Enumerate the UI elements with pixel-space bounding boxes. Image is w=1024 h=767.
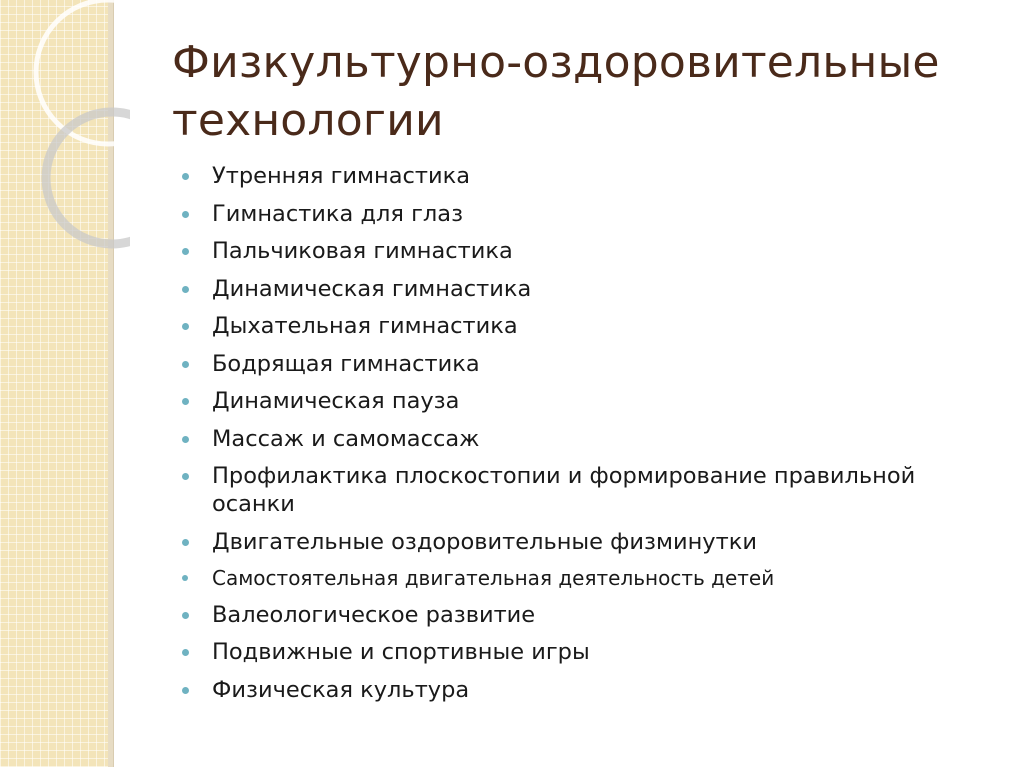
list-item-text: Пальчиковая гимнастика <box>212 238 513 264</box>
list-item-text: Физическая культура <box>212 676 470 703</box>
list-item <box>180 462 990 518</box>
bullet-dot-icon <box>182 575 188 581</box>
bullet-dot-icon <box>182 398 189 405</box>
slide-title: Физкультурно-оздоровительные технологии <box>172 37 940 146</box>
list-item <box>180 200 990 228</box>
bullet-list <box>180 162 990 713</box>
bullet-dot-icon <box>182 173 189 180</box>
bullet-dot-icon <box>182 211 189 218</box>
bullet-dot-icon <box>182 612 189 619</box>
bullet-dot-icon <box>182 539 189 546</box>
list-item-text: Гимнастика для глаз <box>212 200 464 227</box>
list-item <box>180 638 990 666</box>
list-item <box>180 275 990 303</box>
list-item <box>180 350 990 378</box>
list-item-text: Двигательные оздоровительные физминутки <box>212 528 757 555</box>
bullet-dot-icon <box>182 248 189 255</box>
bullet-dot-icon <box>182 323 189 330</box>
list-item <box>180 565 990 591</box>
list-item-text: Динамическая гимнастика <box>212 275 532 302</box>
list-item <box>180 312 990 340</box>
list-item <box>180 528 990 556</box>
bullet-dot-icon <box>182 436 189 443</box>
list-item <box>180 601 990 629</box>
list-item <box>180 162 990 190</box>
list-item-text: Самостоятельная двигательная деятельность детей <box>212 566 775 590</box>
list-item-text: Утренняя гимнастика <box>212 163 470 189</box>
list-item-text: Подвижные и спортивные игры <box>212 639 590 665</box>
bullet-dot-icon <box>182 286 189 293</box>
decorative-ring-small <box>46 112 130 244</box>
bullet-dot-icon <box>182 687 189 694</box>
list-item <box>180 387 990 415</box>
list-item-text: Валеологическое развитие <box>212 601 536 628</box>
list-item-text: Массаж и самомассаж <box>212 425 480 452</box>
bullet-dot-icon <box>182 649 189 656</box>
list-item <box>180 425 990 453</box>
decorative-rings <box>0 0 130 260</box>
list-item-text: Динамическая пауза <box>212 388 460 414</box>
list-item <box>180 237 990 265</box>
list-item-text: Профилактика плоскостопии и формирование правильной осанки <box>212 463 916 517</box>
list-item-text: Дыхательная гимнастика <box>212 313 518 339</box>
list-item <box>180 676 990 704</box>
bullet-dot-icon <box>182 473 189 480</box>
list-item-text: Бодрящая гимнастика <box>212 350 480 377</box>
bullet-dot-icon <box>182 361 189 368</box>
